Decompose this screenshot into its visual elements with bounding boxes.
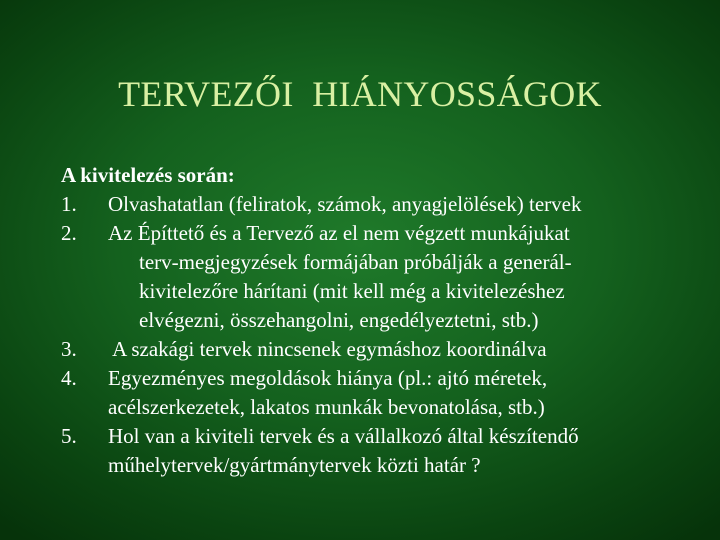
list-text: A szakági tervek nincsenek egymáshoz koordinálva xyxy=(108,337,547,361)
list-number: 2. xyxy=(61,221,77,245)
list-item-3 xyxy=(61,335,671,364)
list-text: Az Építtető és a Tervező az el nem végzett munkájukat xyxy=(108,221,570,245)
list-item-1 xyxy=(61,190,671,219)
list-number: 1. xyxy=(61,192,77,216)
list-item-2 xyxy=(61,219,671,335)
list-text-continuation: elvégezni, összehangolni, engedélyeztetni, stb.) xyxy=(139,308,539,332)
list-item-5 xyxy=(61,422,671,480)
list-text: Olvashatatlan (feliratok, számok, anyagjelölések) tervek xyxy=(108,192,582,216)
slide-body xyxy=(61,161,671,480)
list-text: műhelytervek/gyártmánytervek közti határ ? xyxy=(108,453,481,477)
list-text: Egyezményes megoldások hiánya (pl.: ajtó méretek, xyxy=(108,366,548,390)
section-heading: A kivitelezés során: xyxy=(61,163,235,187)
list-text-continuation: terv-megjegyzések formájában próbálják a generál- xyxy=(139,250,572,274)
list-number: 3. xyxy=(61,337,77,361)
list-number: 4. xyxy=(61,366,77,390)
list-text: acélszerkezetek, lakatos munkák bevonatolása, stb.) xyxy=(108,395,545,419)
slide-title: TERVEZŐI HIÁNYOSSÁGOK xyxy=(118,74,602,114)
list-number: 5. xyxy=(61,424,77,448)
list-text: Hol van a kiviteli tervek és a vállalkozó által készítendő xyxy=(108,424,579,448)
list-item-4 xyxy=(61,364,671,422)
list-text-continuation: kivitelezőre hárítani (mit kell még a kivitelezéshez xyxy=(139,279,565,303)
